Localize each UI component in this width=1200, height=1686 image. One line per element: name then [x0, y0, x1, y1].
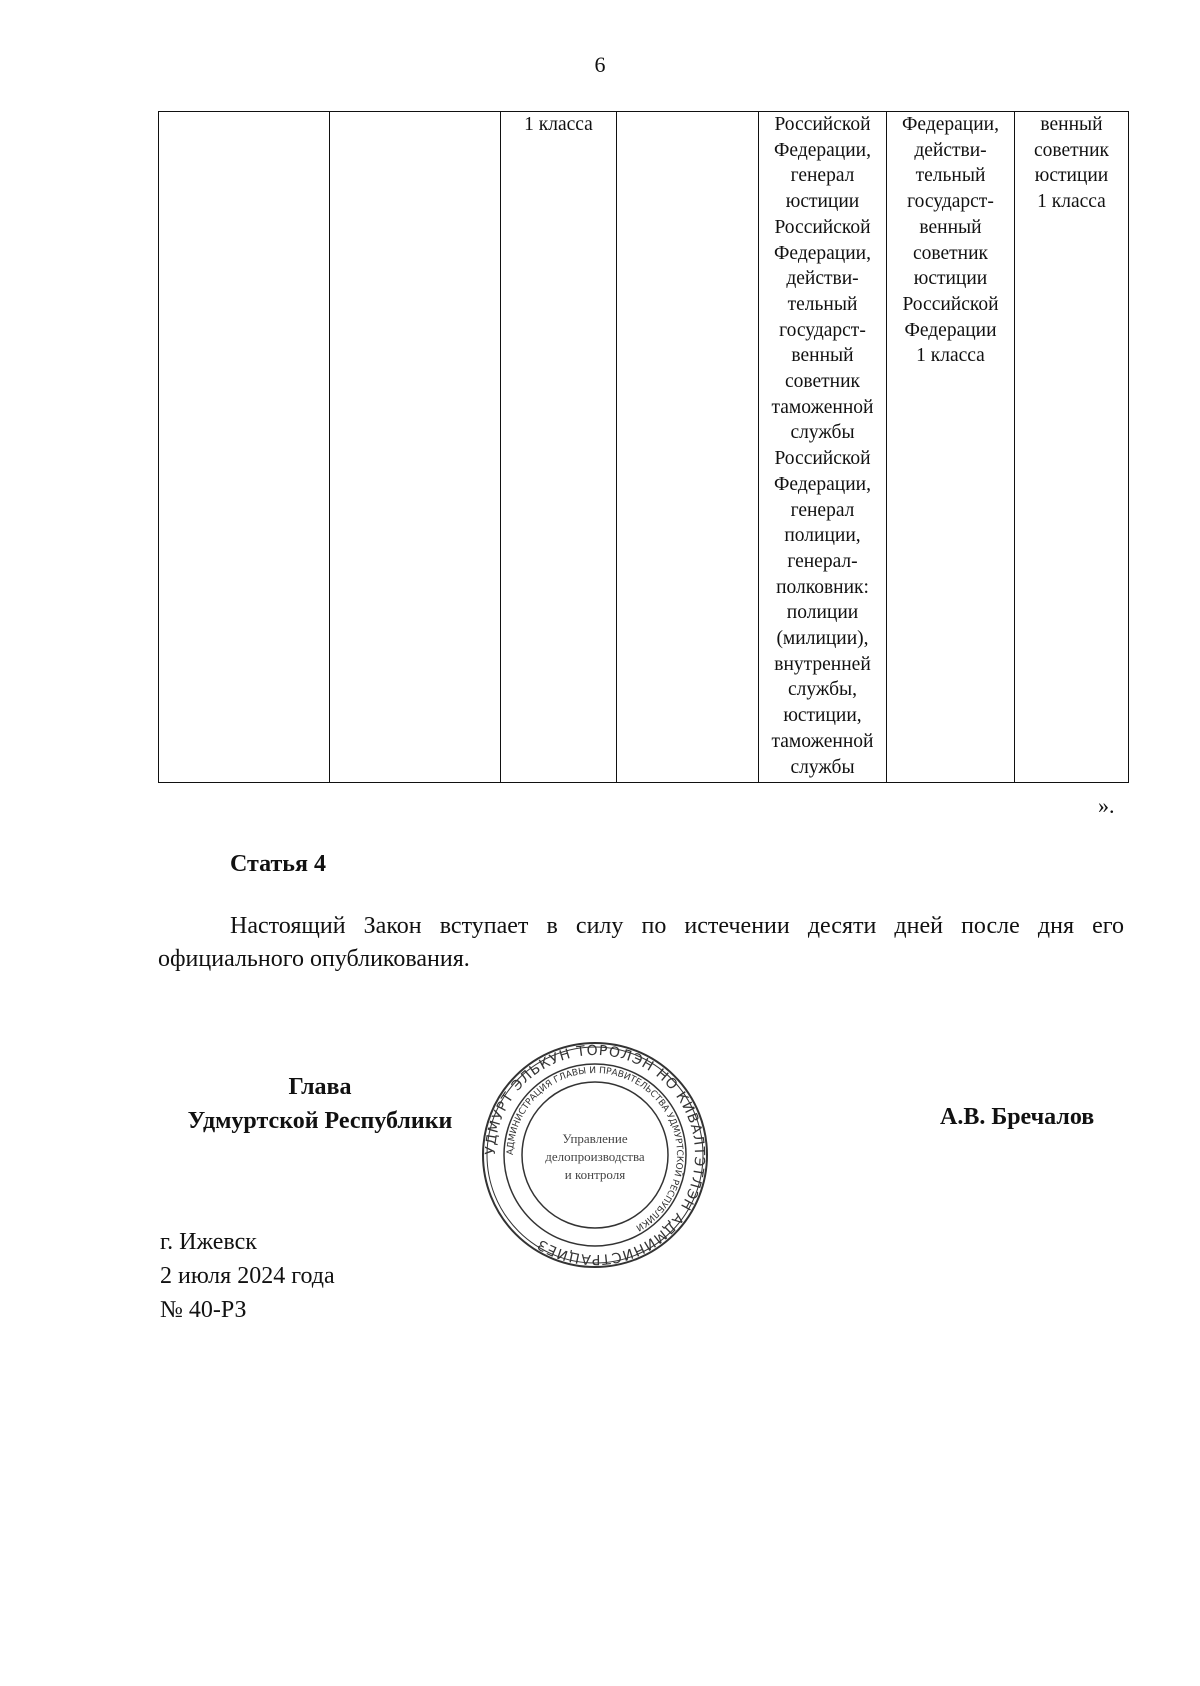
cell-text: внутренней — [774, 653, 871, 675]
cell-text: генерал — [790, 499, 855, 521]
cell-text: Федерации, — [774, 139, 871, 161]
cell-text: действи- — [786, 268, 859, 290]
rank-table — [158, 111, 1129, 783]
article-body — [158, 910, 1124, 976]
cell-text: государст- — [907, 191, 994, 213]
cell-text: Федерации — [904, 319, 997, 341]
law-date: 2 июля 2024 года — [160, 1263, 335, 1289]
cell-text: генерал- — [787, 550, 858, 572]
signatory-name: А.В. Бречалов — [940, 1104, 1095, 1130]
table-cell — [159, 112, 330, 783]
cell-text: действи- — [914, 139, 987, 161]
cell-text: советник — [912, 242, 989, 264]
cell-text: юстиции — [1034, 165, 1109, 187]
cell-text: венный — [791, 345, 854, 367]
cell-text: 1 класса — [524, 114, 593, 135]
cell-text: Федерации, — [902, 114, 999, 135]
cell-text: таможенной — [771, 730, 874, 752]
seal-center-line1: Управление — [562, 1131, 628, 1146]
cell-text: юстиции — [913, 268, 988, 290]
cell-text: полиции, — [784, 525, 861, 547]
article-title: Статья 4 — [230, 851, 326, 877]
cell-text: Российской — [774, 114, 871, 135]
cell-text: полиции — [786, 602, 859, 624]
seal-center-line2: делопроизводства — [545, 1149, 645, 1164]
article-body-text: Настоящий Закон вступает в силу по истечении десяти дней после дня его официального опубликования. — [158, 913, 1124, 972]
table-row — [159, 112, 1129, 783]
cell-text: Федерации, — [774, 242, 871, 264]
closing-quote: ». — [1098, 793, 1115, 818]
cell-text: венный — [919, 216, 982, 238]
cell-text: Российской — [774, 216, 871, 238]
table-cell — [330, 112, 501, 783]
official-seal — [480, 1040, 710, 1270]
table-cell — [759, 112, 887, 783]
cell-text: венный — [1040, 114, 1103, 135]
cell-text: юстиции, — [783, 705, 862, 727]
cell-text: советник — [1033, 139, 1110, 161]
cell-text: (милиции), — [776, 628, 869, 650]
signatory-role — [150, 1070, 490, 1138]
cell-text: Российской — [902, 293, 999, 315]
cell-text: юстиции — [785, 191, 860, 213]
cell-text: 1 класса — [916, 345, 985, 367]
table-cell — [1015, 112, 1129, 783]
signatory-role-line2: Удмуртской Республики — [187, 1108, 453, 1134]
place-city: г. Ижевск — [160, 1229, 257, 1255]
seal-outer-text: УДМУРТ ЭЛЬКУН ТОРОЛЭН НО КИВАЛТЭТЛЭН АДМИНИСТРАЦИЕЗ — [482, 1042, 708, 1268]
cell-text: службы — [790, 422, 855, 444]
cell-text: тельный — [787, 293, 858, 315]
cell-text: Российской — [774, 448, 871, 470]
cell-text: 1 класса — [1037, 191, 1106, 213]
table-cell — [501, 112, 617, 783]
cell-text: генерал — [790, 165, 855, 187]
cell-text: советник — [784, 371, 861, 393]
cell-text: службы — [790, 756, 855, 778]
cell-text: службы, — [788, 679, 857, 701]
seal-center-line3: и контроля — [564, 1167, 626, 1182]
table-cell — [887, 112, 1015, 783]
cell-text: государст- — [779, 319, 866, 341]
page-number: 6 — [594, 52, 606, 77]
law-number: № 40-РЗ — [160, 1297, 247, 1323]
cell-text: таможенной — [771, 396, 874, 418]
signatory-role-line1: Глава — [288, 1074, 352, 1100]
cell-text: тельный — [915, 165, 986, 187]
table-cell — [617, 112, 759, 783]
cell-text: Федерации, — [774, 473, 871, 495]
seal-inner-text: АДМИНИСТРАЦИЯ ГЛАВЫ И ПРАВИТЕЛЬСТВА УДМУРТСКОЙ РЕСПУБЛИКИ — [505, 1065, 685, 1233]
cell-text: полковник: — [776, 576, 869, 598]
place-date-number — [160, 1225, 335, 1327]
